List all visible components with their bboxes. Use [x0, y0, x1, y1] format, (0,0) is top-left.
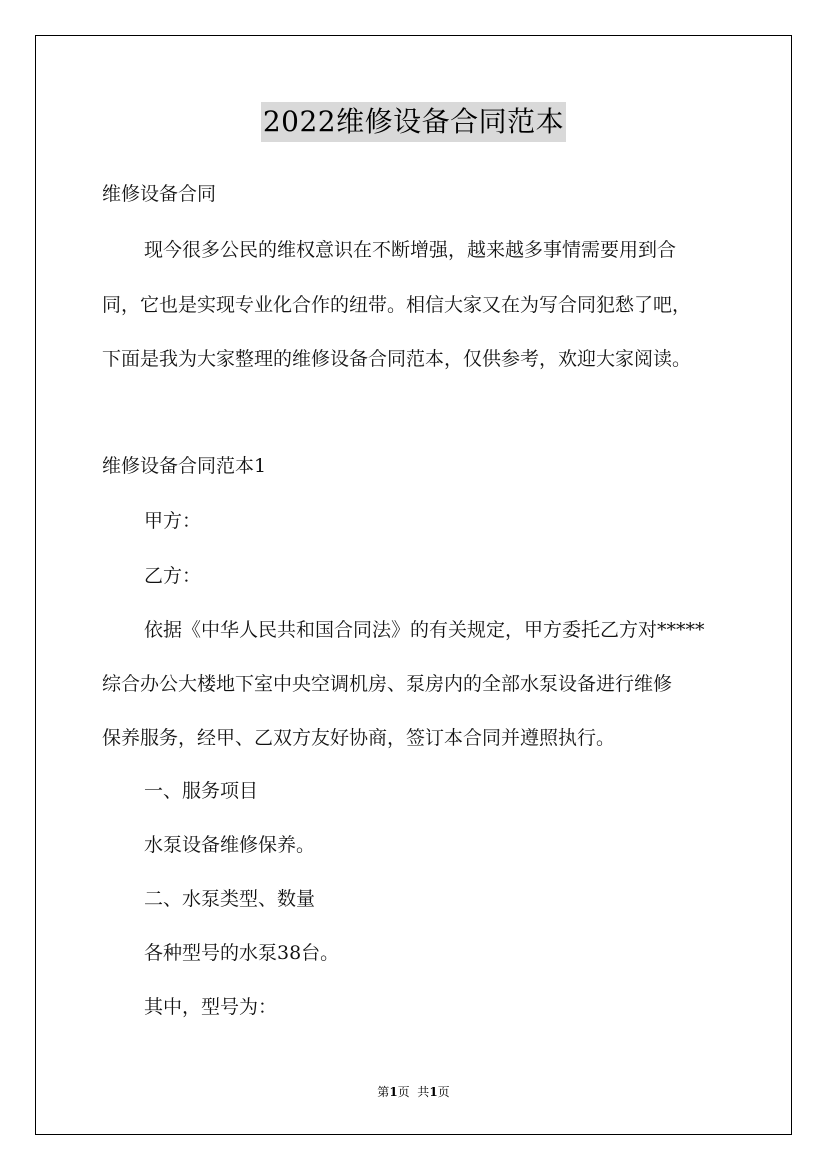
paragraph-line: 同，它也是实现专业化合作的纽带。相信大家又在为写合同犯愁了吧，: [102, 294, 692, 316]
party-a-line: 甲方：: [144, 510, 202, 532]
clause-text: 各种型号的水泵38台。: [144, 942, 340, 964]
clause-heading: 一、服务项目: [144, 780, 259, 802]
footer-page-suffix: 页: [437, 1085, 450, 1099]
paragraph-line: 综合办公大楼地下室中央空调机房、泵房内的全部水泵设备进行维修: [102, 673, 673, 695]
section-heading: 维修设备合同范本1: [102, 455, 267, 477]
paragraph-line: 保养服务，经甲、乙双方友好协商，签订本合同并遵照执行。: [102, 727, 616, 749]
document-title: 2022维修设备合同范本: [261, 102, 566, 142]
page-footer: [0, 1084, 827, 1100]
footer-page-prefix: 第: [377, 1085, 390, 1099]
footer-page-mid: 页 共: [397, 1085, 430, 1099]
footer-page-total: 1: [429, 1085, 438, 1099]
paragraph-line: 依据《中华人民共和国合同法》的有关规定，甲方委托乙方对*****: [144, 619, 705, 641]
party-b-line: 乙方：: [144, 565, 202, 587]
clause-text: 其中，型号为：: [144, 996, 278, 1018]
title-container: [0, 102, 827, 142]
paragraph-line: 现今很多公民的维权意识在不断增强，越来越多事情需要用到合: [144, 239, 677, 261]
clause-text: 水泵设备维修保养。: [144, 834, 316, 856]
clause-heading: 二、水泵类型、数量: [144, 888, 316, 910]
paragraph-line: 下面是我为大家整理的维修设备合同范本，仅供参考，欢迎大家阅读。: [102, 348, 692, 370]
section-heading: 维修设备合同: [102, 183, 217, 205]
footer-page-current: 1: [389, 1085, 398, 1099]
